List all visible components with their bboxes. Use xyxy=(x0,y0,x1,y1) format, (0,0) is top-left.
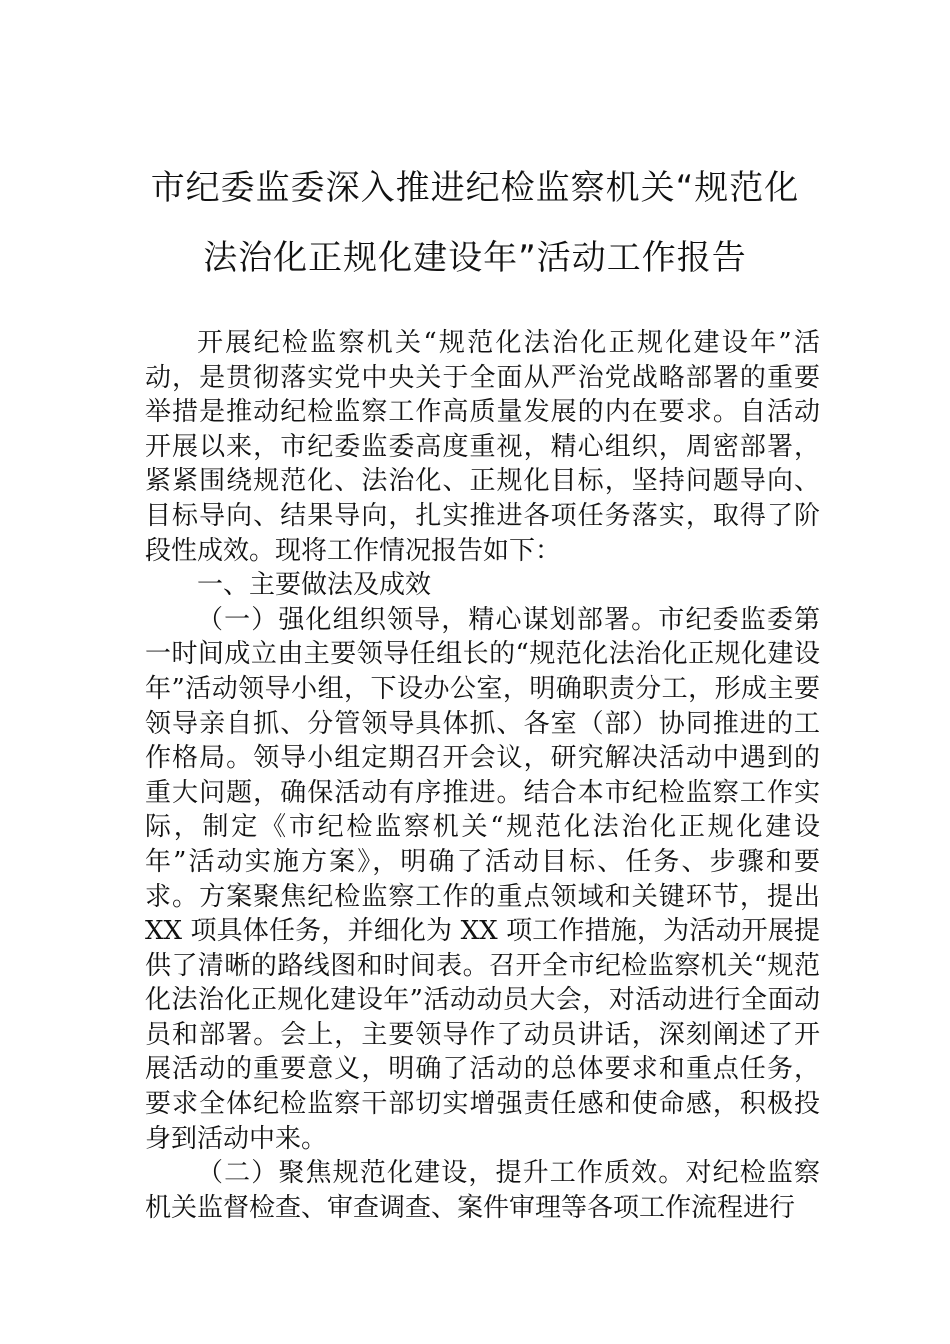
section-heading: 一、主要做法及成效 xyxy=(197,570,432,601)
body-paragraph: （二）聚焦规范化建设，提升工作质效。对纪检监察机关监督检查、审查调查、案件审理等各项工作流程进行 xyxy=(145,1158,820,1223)
body-paragraph: （一）强化组织领导，精心谋划部署。市纪委监委第一时间成立由主要领导任组长的“规范化法治化正规化建设年”活动领导小组，下设办公室，明确职责分工，形成主要领导亲自抓、分管领导具体抓、各室（部）协同推进的工作格局。领导小组定期召开会议，研究解决活动中遇到的重大问题，确保活动有序推进。结合本市纪检监察工作实际，制定《市纪检监察机关“规范化法治化正规化建设年”活动实施方案》，明确了活动目标、任务、步骤和要求。方案聚焦纪检监察工作的重点领域和关键环节，提出 XX 项具体任务，并细化为 XX 项工作措施，为活动开展提供了清晰的路线图和时间表。召开全市纪检监察机关“规范化法治化正规化建设年”活动动员大会，对活动进行全面动员和部署。会上，主要领导作了动员讲话，深刻阐述了开展活动的重要意义，明确了活动的总体要求和重点任务，要求全体纪检监察干部切实增强责任感和使命感，积极投身到活动中来。 xyxy=(145,604,820,1154)
document-title-line-2: 法治化正规化建设年”活动工作报告 xyxy=(203,238,747,278)
document-body xyxy=(145,326,820,1225)
intro-paragraph: 开展纪检监察机关“规范化法治化正规化建设年”活动，是贯彻落实党中央关于全面从严治党战略部署的重要举措是推动纪检监察工作高质量发展的内在要求。自活动开展以来，市纪委监委高度重视，精心组织，周密部署，紧紧围绕规范化、法治化、正规化目标，坚持问题导向、目标导向、结果导向，扎实推进各项任务落实，取得了阶段性成效。现将工作情况报告如下： xyxy=(145,328,820,566)
document-title-line-1: 市纪委监委深入推进纪检监察机关“规范化 xyxy=(150,168,800,208)
